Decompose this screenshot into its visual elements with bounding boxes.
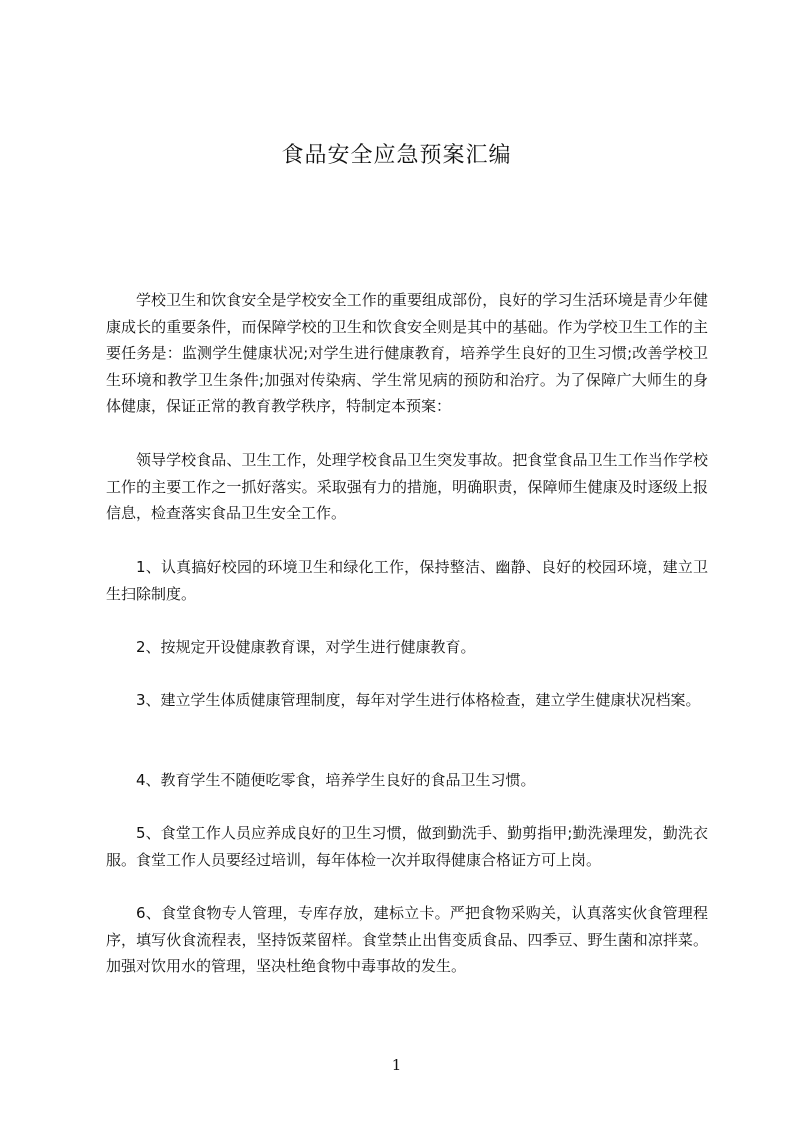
leadership-paragraph: 领导学校食品、卫生工作，处理学校食品卫生突发事故。把食堂食品卫生工作当作学校工作的主要工作之一抓好落实。采取强有力的措施，明确职责，保障师生健康及时逐级上报信息，检查落实食品卫生安全工作。	[106, 451, 708, 522]
page-number: 1	[391, 1056, 402, 1074]
list-item-1: 1、认真搞好校园的环境卫生和绿化工作，保持整洁、幽静、良好的校园环境，建立卫生扫除制度。	[106, 558, 708, 603]
document-title: 食品安全应急预案汇编	[281, 143, 512, 168]
intro-paragraph: 学校卫生和饮食安全是学校安全工作的重要组成部份，良好的学习生活环境是青少年健康成长的重要条件，而保障学校的卫生和饮食安全则是其中的基础。作为学校卫生工作的主要任务是：监测学生健康状况;对学生进行健康教育，培养学生良好的卫生习惯;改善学校卫生环境和教学卫生条件;加强对传染病、学生常见病的预防和治疗。为了保障广大师生的身体健康，保证正常的教育教学秩序，特制定本预案：	[106, 291, 708, 415]
list-item-5: 5、食堂工作人员应养成良好的卫生习惯，做到勤洗手、勤剪指甲;勤洗澡理发，勤洗衣服。食堂工作人员要经过培训，每年体检一次并取得健康合格证方可上岗。	[106, 824, 708, 869]
list-item-6: 6、食堂食物专人管理，专库存放，建标立卡。严把食物采购关，认真落实伙食管理程序，填写伙食流程表，坚持饭菜留样。食堂禁止出售变质食品、四季豆、野生菌和凉拌菜。加强对饮用水的管理，坚决杜绝食物中毒事故的发生。	[106, 904, 708, 975]
list-item-3: 3、建立学生体质健康管理制度，每年对学生进行体格检查，建立学生健康状况档案。	[136, 691, 701, 709]
list-item-4: 4、教育学生不随便吃零食，培养学生良好的食品卫生习惯。	[136, 771, 536, 789]
list-item-2: 2、按规定开设健康教育课，对学生进行健康教育。	[136, 638, 476, 656]
